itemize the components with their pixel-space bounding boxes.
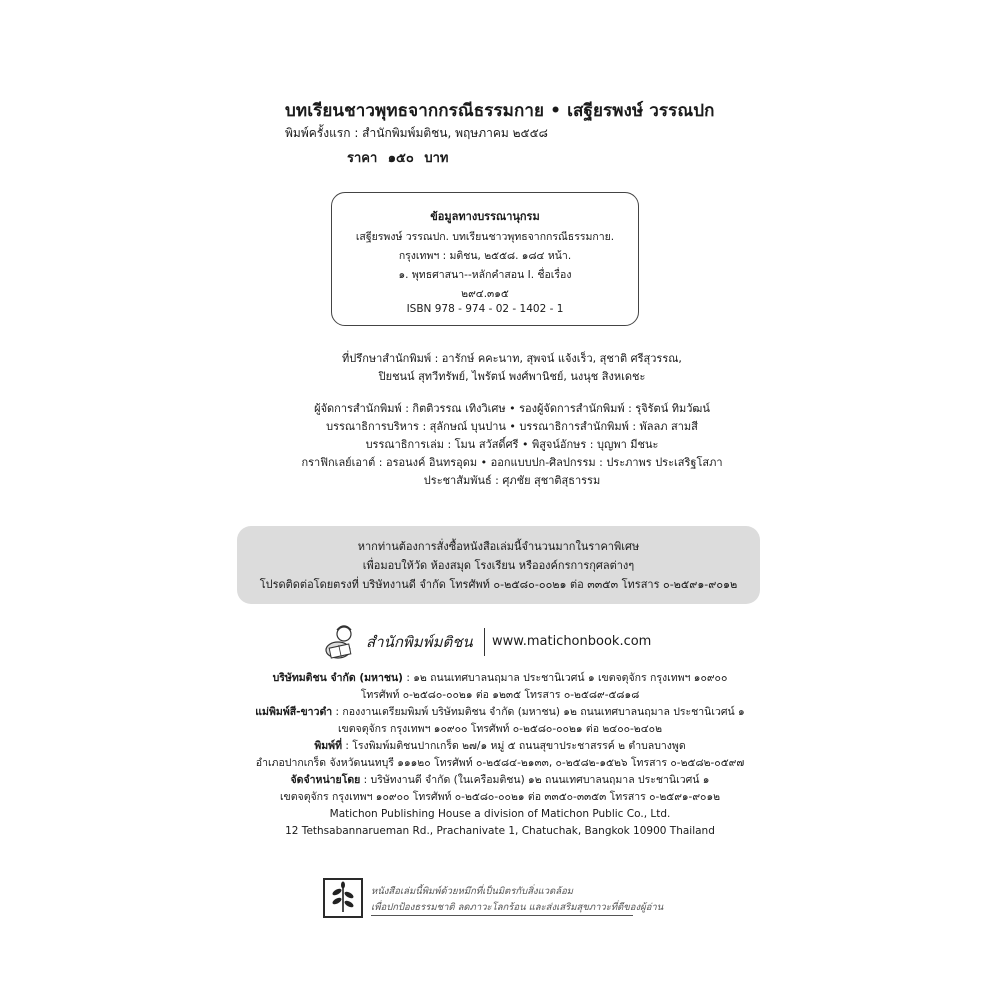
catalog-heading: ข้อมูลทางบรรณานุกรม — [430, 210, 540, 223]
print-address: : โรงพิมพ์มติชนปากเกร็ด ๒๗/๑ หมู่ ๕ ถนนสุขาประชาสรรค์ ๒ ตำบลบางพูด — [345, 740, 686, 752]
catalog-line: ๑. พุทธศาสนา--หลักคำสอน I. ชื่อเรื่อง — [398, 269, 572, 281]
print-label: พิมพ์ที่ — [314, 740, 343, 752]
price: ราคา ๑๕๐ บาท — [347, 151, 449, 166]
managers-line: ผู้จัดการสำนักพิมพ์ : กิตติวรรณ เทิงวิเศษ • รองผู้จัดการสำนักพิมพ์ : รุจิรัตน์ ทิมวัฒน์ — [314, 402, 710, 415]
distributor-label: จัดจำหน่ายโดย — [290, 774, 361, 786]
catalog-line: กรุงเทพฯ : มติชน, ๒๕๕๘. ๑๘๔ หน้า. — [398, 250, 572, 262]
plate-address: : กองงานเตรียมพิมพ์ บริษัทมติชน จำกัด (มหาชน) ๑๒ ถนนเทศบาลนฤมาล ประชานิเวศน์ ๑ — [335, 706, 745, 718]
notice-contact: โปรดติดต่อโดยตรงที่ บริษัทงานดี จำกัด โทรศัพท์ ๐-๒๕๘๐-๐๐๒๑ ต่อ ๓๓๕๓ โทรสาร ๐-๒๕๙๑-๙๐๑๒ — [259, 578, 738, 591]
publisher-logo-text: สำนักพิมพ์มติชน — [366, 633, 473, 651]
eco-note-line: เพื่อปกป้องธรรมชาติ ลดภาวะโลกร้อน และส่งเสริมสุขภาวะที่ดีของผู้อ่าน — [371, 902, 664, 913]
eco-ink-note — [323, 878, 664, 920]
advisors-line: ปิยชนน์ สุทวีทรัพย์, ไพรัตน์ พงศ์พานิชย์, นงนุช สิงหเดชะ — [378, 370, 646, 383]
company-label: บริษัทมติชน จำกัด (มหาชน) — [272, 672, 403, 684]
plate-label: แม่พิมพ์สี-ขาวดำ — [255, 706, 333, 718]
publisher-website[interactable]: www.matichonbook.com — [492, 634, 652, 649]
pr-line: ประชาสัมพันธ์ : ศุภชัย สุชาติสุธารรม — [423, 474, 601, 487]
print-address-2: อำเภอปากเกร็ด จังหวัดนนทบุรี ๑๑๑๒๐ โทรศัพท์ ๐-๒๕๘๔-๒๑๓๓, ๐-๒๕๘๒-๑๕๒๖ โทรสาร ๐-๒๕๘๒-๐๕๙๗ — [255, 757, 745, 769]
english-address: Matichon Publishing House a division of Matichon Public Co., Ltd. — [329, 808, 671, 820]
company-address: : ๑๒ ถนนเทศบาลนฤมาล ประชานิเวศน์ ๑ เขตจตุจักร กรุงเทพฯ ๑๐๙๐๐ — [406, 672, 728, 684]
catalog-line: ๒๙๔.๓๑๕ — [461, 288, 509, 300]
cataloging-box — [331, 192, 639, 326]
distributor-address-2: เขตจตุจักร กรุงเทพฯ ๑๐๙๐๐ โทรศัพท์ ๐-๒๕๘๐-๐๐๒๑ ต่อ ๓๓๕๐-๓๓๕๓ โทรสาร ๐-๒๕๙๑-๙๐๑๒ — [279, 791, 721, 803]
graphics-line: กราฟิกเลย์เอาต์ : อรอนงค์ อินทรอุดม • ออกแบบปก-ศิลปกรรม : ประภาพร ประเสริฐโสภา — [301, 456, 723, 469]
eco-note-line: หนังสือเล่มนี้พิมพ์ด้วยหมึกที่เป็นมิตรกับสิ่งแวดล้อม — [371, 886, 574, 897]
publisher-logo — [322, 620, 482, 664]
distributor-address: : บริษัทงานดี จำกัด (ในเครือมติชน) ๑๒ ถนนเทศบาลนฤมาล ประชานิเวศน์ ๑ — [363, 774, 710, 786]
catalog-isbn: ISBN 978 - 974 - 02 - 1402 - 1 — [406, 303, 564, 315]
english-address: 12 Tethsabannarueman Rd., Prachanivate 1, Chatuchak, Bangkok 10900 Thailand — [285, 825, 715, 837]
bulk-order-notice — [237, 526, 760, 604]
credits-section — [232, 350, 792, 490]
advisors-line: ที่ปรึกษาสำนักพิมพ์ : อารักษ์ คคะนาท, สุพจน์ แจ้งเร็ว, สุชาติ ศรีสุวรรณ, — [342, 352, 682, 365]
edition-info: พิมพ์ครั้งแรก : สำนักพิมพ์มติชน, พฤษภาคม ๒๕๕๘ — [285, 126, 548, 140]
leaf-plant-icon — [323, 878, 363, 918]
eco-underline — [371, 915, 633, 916]
editors-line: บรรณาธิการบริหาร : สุลักษณ์ บุนปาน • บรรณาธิการสำนักพิมพ์ : พัลลภ สามสี — [326, 420, 698, 433]
plate-address-2: เขตจตุจักร กรุงเทพฯ ๑๐๙๐๐ โทรศัพท์ ๐-๒๕๘๐-๐๐๒๑ ต่อ ๒๔๐๐-๒๔๐๒ — [337, 723, 663, 735]
book-editor-line: บรรณาธิการเล่ม : โมน สวัสดิ์ศรี • พิสูจน์อักษร : บุญพา มีชนะ — [365, 438, 659, 451]
address-section — [200, 670, 800, 840]
company-phone: โทรศัพท์ ๐-๒๕๘๐-๐๐๒๑ ต่อ ๑๒๓๕ โทรสาร ๐-๒๕๘๙-๕๘๑๘ — [360, 689, 640, 701]
logo-separator — [484, 628, 485, 656]
book-title: บทเรียนชาวพุทธจากกรณีธรรมกาย • เสฐียรพงษ์ วรรณปก — [285, 101, 715, 121]
notice-line: หากท่านต้องการสั่งซื้อหนังสือเล่มนี้จำนวนมากในราคาพิเศษ — [357, 540, 640, 553]
notice-line: เพื่อมอบให้วัด ห้องสมุด โรงเรียน หรือองค์กรการกุศลต่างๆ — [362, 559, 635, 572]
catalog-line: เสฐียรพงษ์ วรรณปก. บทเรียนชาวพุทธจากกรณีธรรมกาย. — [355, 231, 615, 243]
